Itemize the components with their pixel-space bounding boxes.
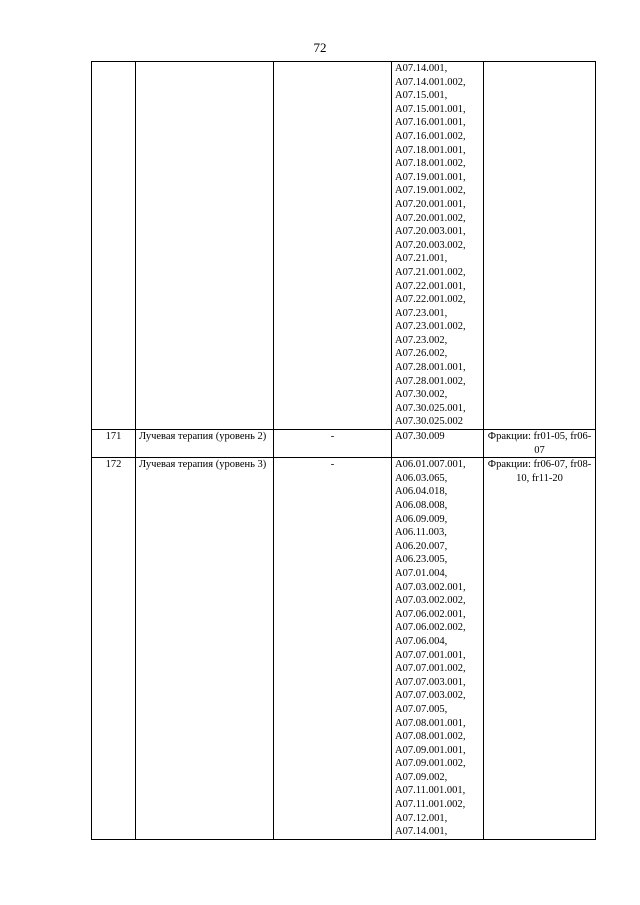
row-number: 172 [92, 458, 136, 840]
service-code-main: - [274, 458, 392, 840]
service-code: A07.16.001.002, [395, 130, 466, 142]
row-number: 171 [92, 430, 136, 458]
service-code: A07.07.003.001, [395, 676, 466, 688]
service-code: A07.21.001, [395, 253, 448, 265]
service-code: A07.11.001.002, [395, 799, 466, 811]
service-code: A07.06.004, [395, 635, 448, 647]
service-code: A07.07.005, [395, 703, 448, 715]
service-code: A07.21.001.002, [395, 266, 466, 278]
service-code: A07.07.003.002, [395, 690, 466, 702]
service-code: A07.30.009 [395, 431, 445, 443]
service-code: A06.03.065, [395, 472, 448, 484]
service-code: A07.28.001.002, [395, 375, 466, 387]
service-code: A07.09.002, [395, 771, 448, 783]
service-codes [392, 62, 484, 430]
service-code: A07.20.003.001, [395, 226, 466, 238]
table-row [92, 458, 596, 840]
service-code: A07.20.003.002, [395, 239, 466, 251]
service-code: A07.09.001.002, [395, 758, 466, 770]
service-code: A07.12.001, [395, 812, 448, 824]
service-code: A06.23.005, [395, 554, 448, 566]
service-codes [392, 430, 484, 458]
service-code: A07.11.001.001, [395, 785, 466, 797]
service-code: A07.20.001.001, [395, 198, 466, 210]
table-row [92, 430, 596, 458]
service-code: A07.23.002, [395, 334, 448, 346]
service-code: A07.22.001.001, [395, 280, 466, 292]
service-code: A06.08.008, [395, 500, 448, 511]
service-code-main [274, 62, 392, 430]
service-code: A07.18.001.001, [395, 144, 466, 156]
service-code: A06.20.007, [395, 540, 448, 552]
group-name: Лучевая терапия (уровень 2) [136, 430, 274, 458]
service-code: A07.30.002, [395, 389, 448, 401]
service-code: A07.15.001.001, [395, 103, 466, 115]
service-code: A07.26.002, [395, 348, 448, 360]
group-name [136, 62, 274, 430]
service-code: A07.30.025.002 [395, 416, 463, 428]
service-code: A07.14.001, [395, 826, 448, 838]
service-code: A07.14.001, [395, 63, 448, 74]
service-code: A07.01.004, [395, 567, 448, 579]
service-code-main: - [274, 430, 392, 458]
service-code: A07.23.001, [395, 307, 448, 319]
service-code: A07.23.001.002, [395, 321, 466, 333]
service-code: A06.04.018, [395, 486, 448, 498]
page-number: 72 [313, 40, 327, 55]
service-code: A07.03.002.002, [395, 595, 466, 607]
service-code: A07.22.001.002, [395, 294, 466, 306]
service-code: A07.15.001, [395, 90, 448, 102]
service-code: A07.07.001.001, [395, 649, 466, 661]
table-row [92, 62, 596, 430]
service-code: A06.09.009, [395, 513, 448, 525]
service-codes [392, 458, 484, 840]
fractions: Фракции: fr06-07, fr08-10, fr11-20 [484, 458, 596, 840]
service-code: A07.03.002.001, [395, 581, 466, 593]
service-code: A07.18.001.002, [395, 158, 466, 170]
service-code: A07.30.025.001, [395, 402, 466, 414]
service-code: A07.08.001.001, [395, 717, 466, 729]
service-code: A07.09.001.001, [395, 744, 466, 756]
row-number [92, 62, 136, 430]
service-code: A07.19.001.001, [395, 171, 466, 183]
service-code: A07.06.002.001, [395, 608, 466, 620]
tariff-table [91, 61, 596, 840]
fractions [484, 62, 596, 430]
group-name: Лучевая терапия (уровень 3) [136, 458, 274, 840]
service-code: A07.19.001.002, [395, 185, 466, 197]
service-code: A06.01.007.001, [395, 459, 466, 471]
service-code: A07.08.001.002, [395, 731, 466, 743]
service-code: A07.07.001.002, [395, 663, 466, 675]
service-code: A07.28.001.001, [395, 362, 466, 374]
service-code: A07.06.002.002, [395, 622, 466, 634]
service-code: A07.16.001.001, [395, 117, 466, 129]
service-code: A07.14.001.002, [395, 76, 466, 88]
fractions: Фракции: fr01-05, fr06-07 [484, 430, 596, 458]
service-code: A06.11.003, [395, 527, 447, 539]
service-code: A07.20.001.002, [395, 212, 466, 224]
